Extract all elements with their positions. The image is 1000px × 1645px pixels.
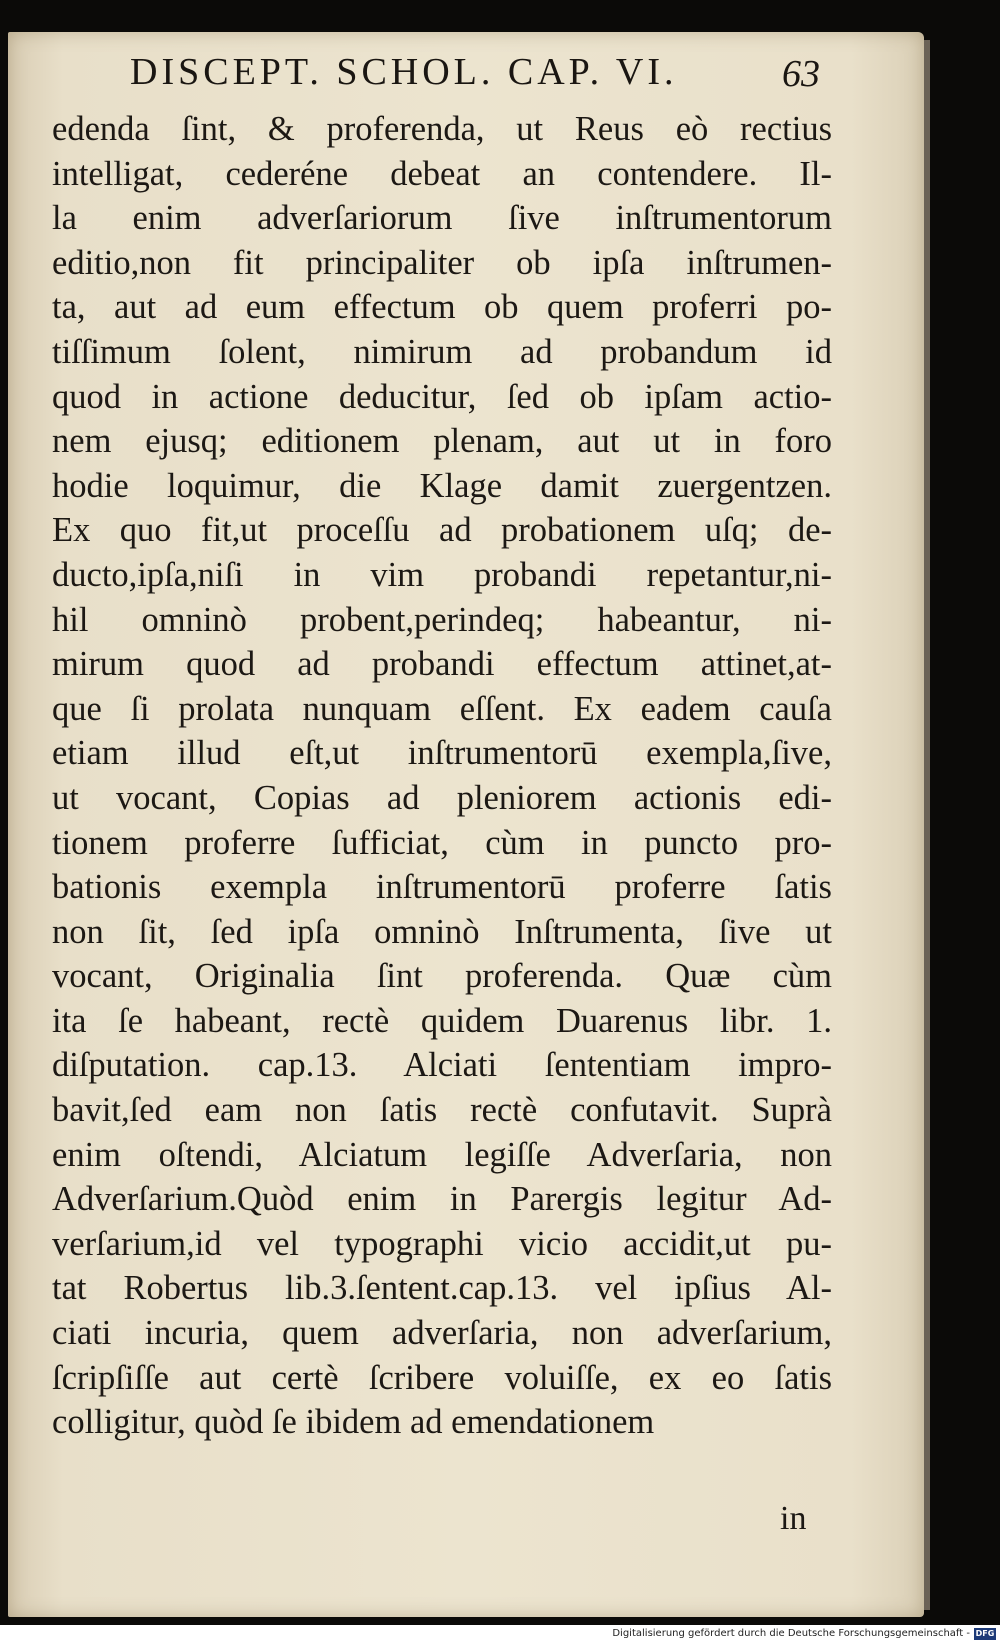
text-line: tionem proferre ſufficiat, cùm in puncto pro-: [52, 823, 832, 862]
text-line: tiſſimum ſolent, nimirum ad probandum id: [52, 332, 832, 371]
text-line: bavit,ſed eam non ſatis rectè confutavit. Suprà: [52, 1091, 832, 1130]
text-line: vocant, Originalia ſint proferenda. Quæ cùm: [52, 957, 832, 996]
text-line: la enim adverſariorum ſive inſtrumentorum: [52, 199, 832, 238]
text-line: ciati incuria, quem adverſaria, non adverſarium,: [52, 1314, 832, 1353]
text-line: etiam illud eſt,ut inſtrumentorū exempla,ſive,: [52, 734, 832, 773]
running-head: [130, 50, 820, 102]
text-line: edenda ſint, & proferenda, ut Reus eò rectius: [52, 110, 832, 148]
text-line: bationis exempla inſtrumentorū proferre ſatis: [52, 868, 832, 907]
page-edge: [924, 40, 930, 1610]
text-line: Adverſarium.Quòd enim in Parergis legitur Ad-: [52, 1180, 832, 1219]
digitization-footer: [0, 1625, 1000, 1645]
text-line: ſcripſiſſe aut certè ſcribere voluiſſe, ex eo ſatis: [52, 1358, 832, 1397]
text-line: editio,non fit principaliter ob ipſa inſtrumen-: [52, 243, 832, 282]
text-line: ut vocant, Copias ad pleniorem actionis edi-: [52, 778, 832, 817]
text-line: hodie loquimur, die Klage damit zuergentzen.: [52, 466, 832, 505]
text-line: enim oſtendi, Alciatum legiſſe Adverſaria, non: [52, 1135, 832, 1174]
text-line: hil omninò probent,perindeq; habeantur, ni-: [52, 600, 832, 639]
text-line: nem ejusq; editionem plenam, aut ut in foro: [52, 422, 832, 461]
text-line: intelligat, cederéne debeat an contendere. Il-: [52, 154, 832, 193]
text-line: ita ſe habeant, rectè quidem Duarenus libr. 1.: [52, 1001, 832, 1040]
text-line: colligitur, quòd ſe ibidem ad emendationem: [52, 1403, 655, 1442]
text-line: tat Robertus lib.3.ſentent.cap.13. vel ipſius Al-: [52, 1269, 832, 1308]
text-line: non ſit, ſed ipſa omninò Inſtrumenta, ſive ut: [52, 912, 832, 951]
catchword: in: [780, 1500, 807, 1537]
text-line: diſputation. cap.13. Alciati ſententiam impro-: [52, 1046, 832, 1085]
text-line: ducto,ipſa,niſi in vim probandi repetantur,ni-: [52, 555, 832, 594]
body-text: [52, 107, 832, 1445]
text-line: verſarium,id vel typographi vicio accidit,ut pu-: [52, 1224, 832, 1263]
dfg-logo-icon: DFG: [975, 1629, 995, 1638]
text-line: Ex quo fit,ut proceſſu ad probationem uſq; de-: [52, 511, 832, 550]
footer-credit: Digitalisierung gefördert durch die Deutsche Forschungsgemeinschaft -: [612, 1628, 970, 1639]
text-line: mirum quod ad probandi effectum attinet,at-: [52, 645, 832, 684]
text-line: quod in actione deducitur, ſed ob ipſam actio-: [52, 377, 832, 416]
text-line: que ſi prolata nunquam eſſent. Ex eadem cauſa: [52, 689, 832, 728]
running-title: DISCEPT. SCHOL. CAP. VI.: [130, 51, 678, 93]
page-number: 63: [782, 53, 820, 95]
text-line: ta, aut ad eum effectum ob quem proferri po-: [52, 288, 832, 327]
